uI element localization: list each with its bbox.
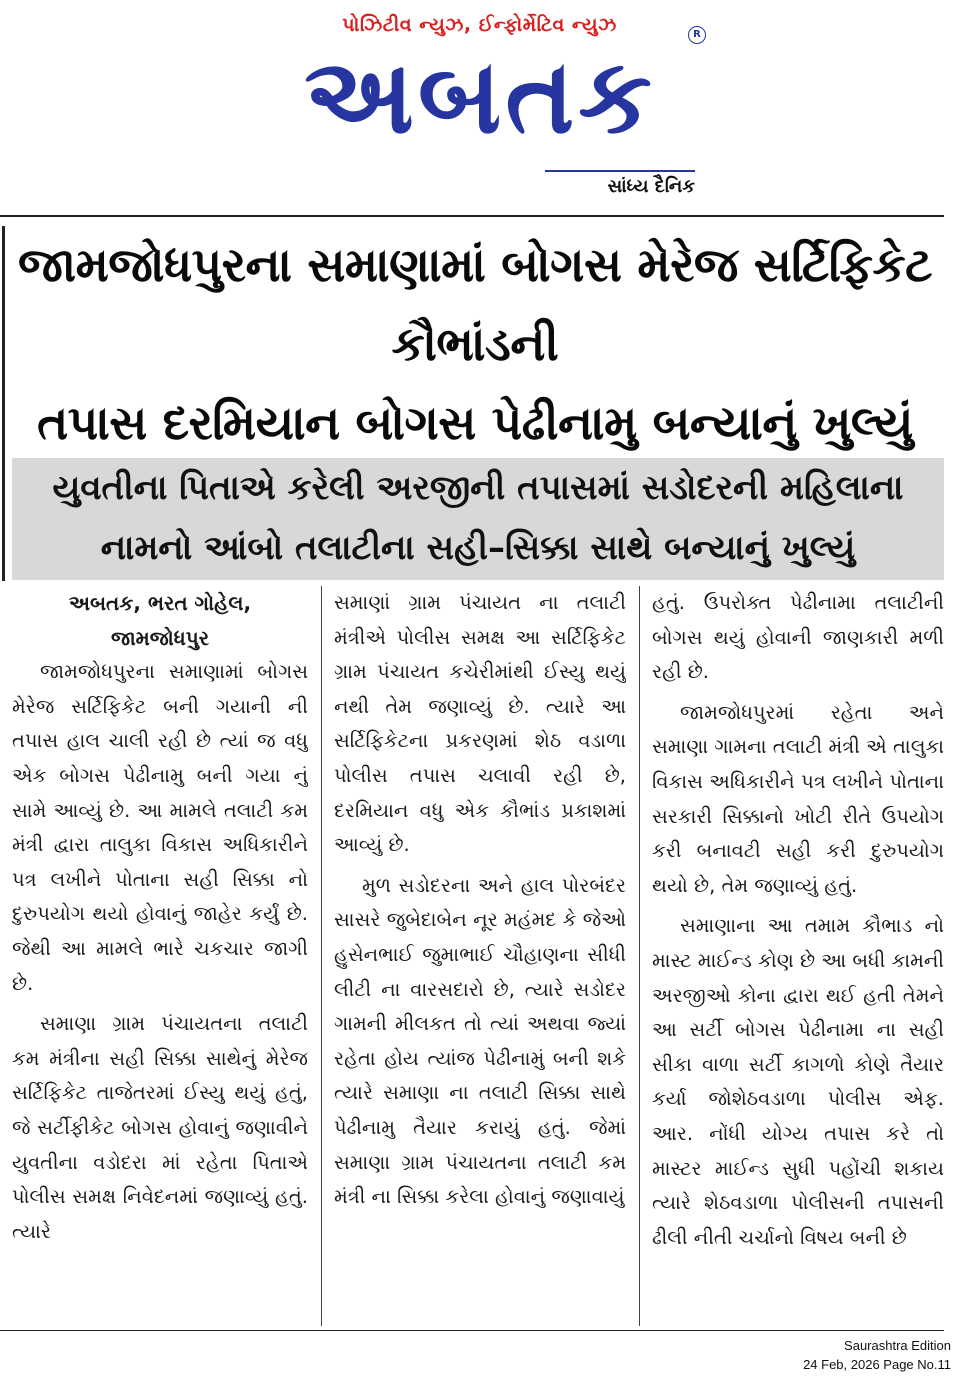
paragraph: હતું. ઉપરોક્ત પેઢીનામા તલાટીની બોગસ થયું હોવાની જાણકારી મળી રહી છે. — [652, 591, 944, 684]
paragraph: જામજોધપુરના સમાણામાં બોગસ મેરેજ સર્ટિફિકેટ બની ગયાની ની તપાસ હાલ ચાલી રહી છે ત્યાં જ વધુ એક બોગસ પેઢીનામુ બની ગયા નું સામે આવ્યું છે. આ મામલે તલાટી કમ મંત્રી દ્વારા તાલુકા વિકાસ અધિકારીને પત્ર લખીને પોતાના સહી સિક્કા નો દુરુપયોગ થયો હોવાનું જાહેર કર્યું છે. જેથી આ મામલે ભારે ચકચાર જાગી છે. — [12, 660, 308, 995]
column-divider — [639, 586, 640, 1326]
paragraph: સમાણા ગ્રામ પંચાયતના તલાટી કમ મંત્રીના સહી સિક્કા સાથેનું મેરેજ સર્ટિફિકેટ તાજેતરમાં ઈસ્યુ થયું હતું, જે સર્ટીફીકેટ બોગસ હોવાનું જણાવીને યુવતીના વડોદરા માં રહેતા પિતાએ પોલીસ સમક્ષ નિવેદનમાં જણાવ્યું હતું. ત્યારે — [12, 1012, 308, 1243]
subhead-line-2: નામનો આંબો તલાટીના સહી–સિક્કા સાથે બન્યાનું ખુલ્યું — [100, 528, 856, 568]
article-headline — [10, 226, 940, 463]
edition-info — [803, 1336, 951, 1374]
headline-side-bar — [2, 226, 5, 581]
byline — [12, 586, 308, 655]
article-column-3 — [652, 586, 944, 1326]
headline-line-1: જામજોધપુરના સમાણામાં બોગસ મેરેજ સર્ટિફિકેટ કૌભાંડની — [17, 238, 932, 372]
article-subhead — [12, 458, 944, 580]
masthead — [0, 0, 959, 215]
article-column-2 — [334, 586, 626, 1326]
paragraph: સમાણાના આ તમામ કૌભાડ નો માસ્ટ માઈન્ડ કોણ છે આ બધી કામની અરજીઓ કોના દ્વારા થઈ હતી તેમને આ સર્ટી બોગસ પેઢીનામા ના સહી સીકા વાળા સર્ટી કાગળો કોણે તૈયાર કર્યા જોશેઠવડાળા પોલીસ એફ. આર. નોંધી યોગ્ય તપાસ કરે તો માસ્ટર માઈન્ડ સુધી પહોંચી શકાય ત્યારે શેઠવડાળા પોલીસની તપાસની ઢીલી નીતી ચર્ચાનો વિષય બની છે — [652, 914, 944, 1249]
headline-line-2: તપાસ દરમિયાન બોગસ પેઢીનામુ બન્યાનું ખુલ્યું — [37, 396, 913, 451]
bottom-divider — [0, 1330, 944, 1331]
registered-mark-icon: R — [688, 26, 706, 44]
byline-author: અબતક, ભરત ગોહેલ, — [68, 591, 252, 615]
masthead-tagline: પોઝિટીવ ન્યુઝ, ઈન્ફોર્મેટિવ ન્યુઝ — [342, 14, 617, 36]
edition-name: Saurashtra Edition — [844, 1338, 951, 1353]
byline-location: જામજોધપુર — [110, 625, 210, 650]
article-body — [0, 586, 959, 1326]
paragraph: મુળ સડોદરના અને હાલ પોરબંદર સાસરે જુબેદાબેન નૂર મહંમદ કે જેઓ હુસેનભાઈ જુમાભાઈ ચૌહાણના સીધી લીટી ના વારસદારો છે, ત્યારે સડોદર ગામની મીલકત તો ત્યાં અથવા જ્યાં રહેતા હોય ત્યાંજ પેઢીનામું બની શકે ત્યારે સમાણા ના તલાટી સિક્કા સાથે પેઢીનામુ તૈયાર કરાયું હતું. જેમાં સમાણા ગ્રામ પંચાયતના તલાટી કમ મંત્રી ના સિક્કા કરેલા હોવાનું જણાવાયું — [334, 873, 626, 1209]
subtitle-rule — [545, 170, 695, 172]
article-column-1 — [12, 586, 308, 1326]
edition-date-page: 24 Feb, 2026 Page No.11 — [803, 1357, 951, 1372]
subhead-line-1: યુવતીના પિતાએ કરેલી અરજીની તપાસમાં સડોદરની મહિલાના — [52, 468, 904, 508]
masthead-subtitle: સાંધ્ય દૈનિક — [607, 176, 695, 197]
column-divider — [321, 586, 322, 1326]
paragraph: જામજોધપુરમાં રહેતા અને સમાણા ગામના તલાટી મંત્રી એ તાલુકા વિકાસ અધિકારીને પત્ર લખીને પોતાના સરકારી સિક્કાનો ખોટી રીતે ઉપયોગ કરી બનાવટી સહી કરી દુરુપયોગ થયો છે, તેમ જણાવ્યું હતું. — [652, 700, 944, 897]
paragraph: સમાણાં ગ્રામ પંચાયત ના તલાટી મંત્રીએ પોલીસ સમક્ષ આ સર્ટિફિકેટ ગ્રામ પંચાયત કચેરીમાંથી ઈસ્યુ થયું નથી તેમ જણાવ્યું છે. ત્યારે આ સર્ટિફિકેટના પ્રકરણમાં શેઠ વડાળા પોલીસ તપાસ ચલાવી રહી છે, દરમિયાન વધુ એક કૌભાંડ પ્રકાશમાં આવ્યું છે. — [334, 591, 626, 857]
masthead-logo: અબતક — [304, 35, 656, 157]
top-divider — [0, 215, 944, 217]
